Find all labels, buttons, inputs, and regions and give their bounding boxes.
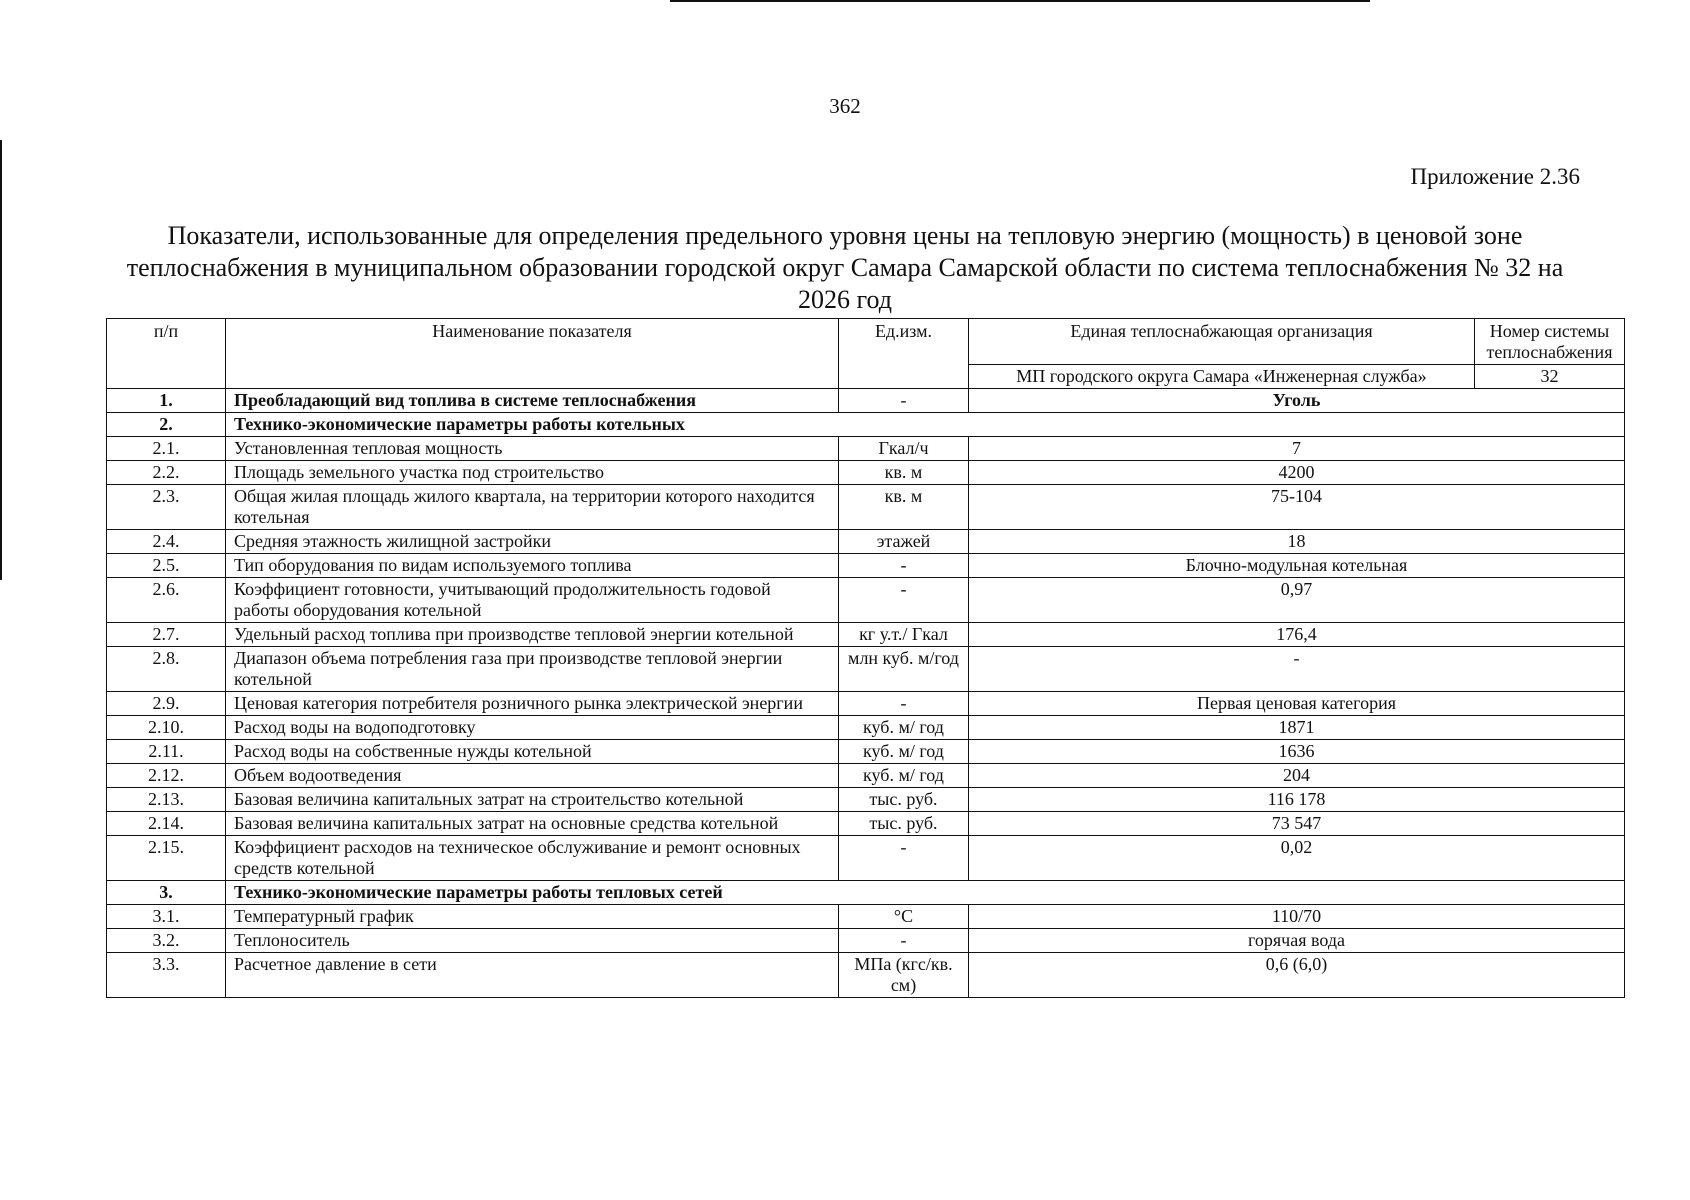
- value-cell: -: [969, 647, 1625, 692]
- row-number: 2.4.: [107, 530, 226, 554]
- indicator-name: Преобладающий вид топлива в системе теплоснабжения: [226, 389, 839, 413]
- page-number: 362: [829, 94, 861, 118]
- indicator-name: Объем водоотведения: [226, 764, 839, 788]
- scan-artifact-top-line: [670, 0, 1370, 2]
- unit-cell: этажей: [839, 530, 969, 554]
- indicator-name: Общая жилая площадь жилого квартала, на территории которого находится котельная: [226, 485, 839, 530]
- unit-cell: кг у.т./ Гкал: [839, 623, 969, 647]
- row-number: 3.1.: [107, 905, 226, 929]
- row-number: 3.3.: [107, 953, 226, 998]
- indicator-name: Теплоноситель: [226, 929, 839, 953]
- unit-cell: тыс. руб.: [839, 788, 969, 812]
- indicator-name: Ценовая категория потребителя розничного рынка электрической энергии: [226, 692, 839, 716]
- row-number: 2.11.: [107, 740, 226, 764]
- header-num: п/п: [107, 319, 226, 389]
- value-cell: 0,97: [969, 578, 1625, 623]
- row-number: 2.1.: [107, 437, 226, 461]
- indicator-name: Площадь земельного участка под строительство: [226, 461, 839, 485]
- table-row: [107, 905, 1625, 929]
- table-row: [107, 740, 1625, 764]
- value-cell: 7: [969, 437, 1625, 461]
- table-header-row: [107, 319, 1625, 365]
- table-row: [107, 953, 1625, 998]
- unit-cell: МПа (кгс/кв. см): [839, 953, 969, 998]
- value-cell: 204: [969, 764, 1625, 788]
- row-number: 2.13.: [107, 788, 226, 812]
- indicator-name: Коэффициент расходов на техническое обслуживание и ремонт основных средств котельной: [226, 836, 839, 881]
- table-body: [107, 389, 1625, 998]
- value-cell: 116 178: [969, 788, 1625, 812]
- value-cell: Первая ценовая категория: [969, 692, 1625, 716]
- table-row: [107, 554, 1625, 578]
- indicator-name: Расчетное давление в сети: [226, 953, 839, 998]
- header-name: Наименование показателя: [226, 319, 839, 389]
- indicator-name: Базовая величина капитальных затрат на основные средства котельной: [226, 812, 839, 836]
- scan-artifact-left-edge: [0, 140, 2, 580]
- unit-cell: -: [839, 389, 969, 413]
- table-row: [107, 716, 1625, 740]
- unit-cell: млн куб. м/год: [839, 647, 969, 692]
- table-row: [107, 578, 1625, 623]
- row-number: 3.: [107, 881, 226, 905]
- indicator-name: Удельный расход топлива при производстве тепловой энергии котельной: [226, 623, 839, 647]
- indicator-name: Коэффициент готовности, учитывающий продолжительность годовой работы оборудования котельной: [226, 578, 839, 623]
- unit-cell: -: [839, 836, 969, 881]
- table-row: [107, 788, 1625, 812]
- value-cell: 1636: [969, 740, 1625, 764]
- row-number: 2.5.: [107, 554, 226, 578]
- header-org: Единая теплоснабжающая организация: [969, 319, 1475, 365]
- system-number: 32: [1475, 365, 1625, 389]
- header-system-no: Номер системы теплоснабжения: [1475, 319, 1625, 365]
- indicator-name: Базовая величина капитальных затрат на строительство котельной: [226, 788, 839, 812]
- unit-cell: -: [839, 929, 969, 953]
- row-number: 2.6.: [107, 578, 226, 623]
- appendix-label: Приложение 2.36: [1410, 164, 1580, 189]
- value-cell: 1871: [969, 716, 1625, 740]
- org-name: МП городского округа Самара «Инженерная служба»: [969, 365, 1475, 389]
- unit-cell: куб. м/ год: [839, 716, 969, 740]
- table-row: [107, 623, 1625, 647]
- table-row: [107, 929, 1625, 953]
- table-row: [107, 764, 1625, 788]
- unit-cell: -: [839, 554, 969, 578]
- row-number: 2.15.: [107, 836, 226, 881]
- indicator-name: Установленная тепловая мощность: [226, 437, 839, 461]
- unit-cell: кв. м: [839, 485, 969, 530]
- row-number: 2.10.: [107, 716, 226, 740]
- value-cell: 0,02: [969, 836, 1625, 881]
- unit-cell: -: [839, 578, 969, 623]
- unit-cell: куб. м/ год: [839, 764, 969, 788]
- header-unit: Ед.изм.: [839, 319, 969, 389]
- value-cell: 0,6 (6,0): [969, 953, 1625, 998]
- value-cell: 176,4: [969, 623, 1625, 647]
- indicators-table: [106, 318, 1625, 998]
- unit-cell: кв. м: [839, 461, 969, 485]
- table-row: [107, 530, 1625, 554]
- value-cell: Уголь: [969, 389, 1625, 413]
- row-number: 2.12.: [107, 764, 226, 788]
- indicator-name: Расход воды на водоподготовку: [226, 716, 839, 740]
- value-cell: 75-104: [969, 485, 1625, 530]
- document-title: Показатели, использованные для определения предельного уровня цены на тепловую энергию (мощность) в ценовой зоне теплоснабжения в муниципальном образовании городской округ Самара Самарской области по система теплоснабжения № 32 на 2026 год: [126, 221, 1564, 314]
- unit-cell: тыс. руб.: [839, 812, 969, 836]
- indicators-table-wrapper: [106, 318, 1625, 998]
- indicator-name: Средняя этажность жилищной застройки: [226, 530, 839, 554]
- value-cell: горячая вода: [969, 929, 1625, 953]
- unit-cell: куб. м/ год: [839, 740, 969, 764]
- row-number: 2.8.: [107, 647, 226, 692]
- unit-cell: °С: [839, 905, 969, 929]
- table-row: [107, 647, 1625, 692]
- indicator-name: Диапазон объема потребления газа при производстве тепловой энергии котельной: [226, 647, 839, 692]
- row-number: 2.3.: [107, 485, 226, 530]
- value-cell: 18: [969, 530, 1625, 554]
- row-number: 2.14.: [107, 812, 226, 836]
- value-cell: 4200: [969, 461, 1625, 485]
- indicator-name: Технико-экономические параметры работы тепловых сетей: [226, 881, 1625, 905]
- row-number: 3.2.: [107, 929, 226, 953]
- row-number: 2.2.: [107, 461, 226, 485]
- table-row: [107, 485, 1625, 530]
- table-row: [107, 836, 1625, 881]
- table-row: [107, 389, 1625, 413]
- value-cell: 110/70: [969, 905, 1625, 929]
- indicator-name: Расход воды на собственные нужды котельной: [226, 740, 839, 764]
- table-row: [107, 692, 1625, 716]
- row-number: 1.: [107, 389, 226, 413]
- table-section-row: [107, 413, 1625, 437]
- unit-cell: -: [839, 692, 969, 716]
- unit-cell: Гкал/ч: [839, 437, 969, 461]
- row-number: 2.7.: [107, 623, 226, 647]
- table-row: [107, 812, 1625, 836]
- table-section-row: [107, 881, 1625, 905]
- value-cell: Блочно-модульная котельная: [969, 554, 1625, 578]
- indicator-name: Тип оборудования по видам используемого топлива: [226, 554, 839, 578]
- table-row: [107, 461, 1625, 485]
- table-row: [107, 437, 1625, 461]
- row-number: 2.: [107, 413, 226, 437]
- row-number: 2.9.: [107, 692, 226, 716]
- indicator-name: Температурный график: [226, 905, 839, 929]
- indicator-name: Технико-экономические параметры работы котельных: [226, 413, 1625, 437]
- value-cell: 73 547: [969, 812, 1625, 836]
